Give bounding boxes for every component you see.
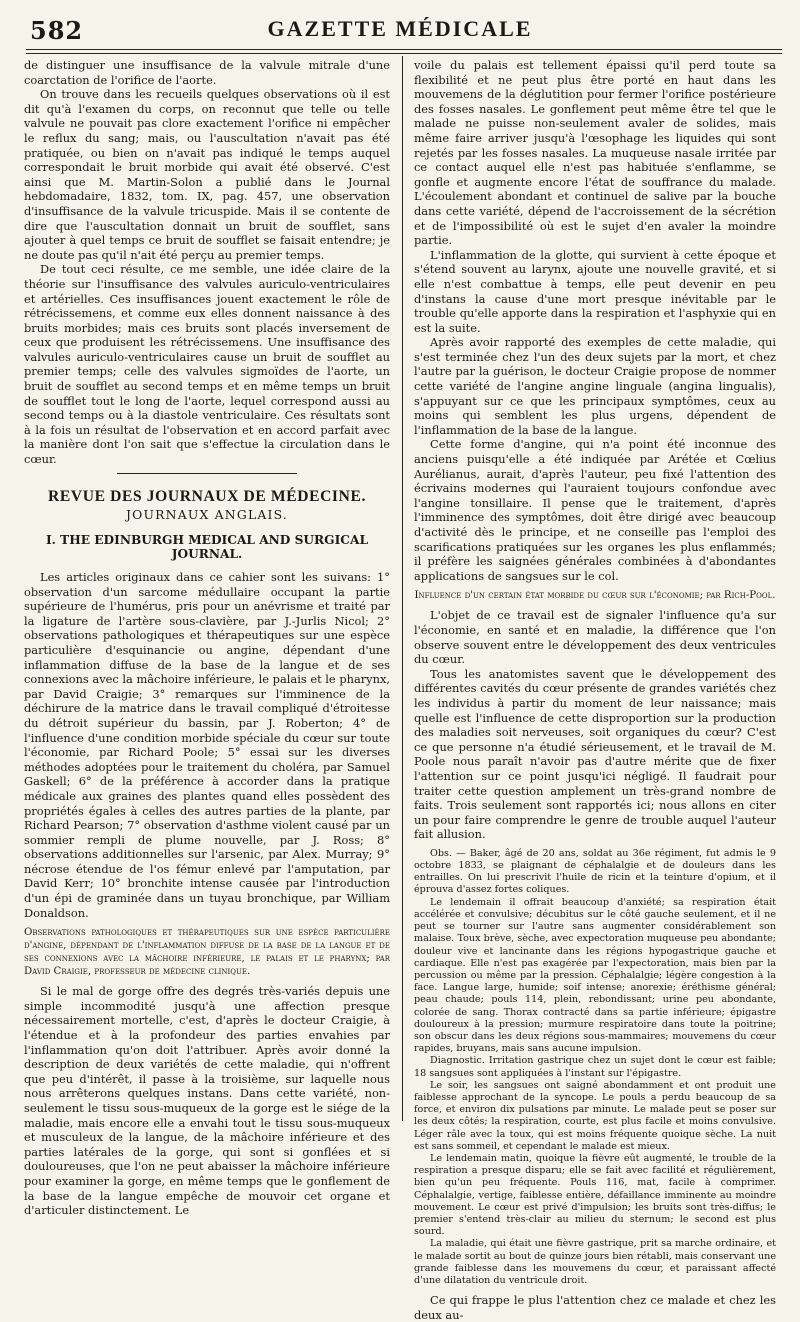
observation-text: Obs. — Baker, âgé de 20 ans, soldat au 36e régiment, fut admis le 9 octobre 1833, se plaignant de céphalalgie et de douleurs dans les entrailles. On lui prescrivit l'huile de ricin et la teinture d'opium, et il éprouva d'assez fortes coliques. xyxy=(414,847,776,896)
paragraph: voile du palais est tellement épaissi qu'il perd toute sa flexibilité et ne peut plus être porté en haut dans les mouvemens de la déglutition pour fermer l'orifice postérieure des fosses nasales. Le gonflement peut même être tel que le malade ne puisse non-seulement avaler de solides, mais même faire arriver jusqu'à l'œsophage les liquides qui sont rejetés par les fosses nasales. La muqueuse nasale irritée par ce contact auquel elle n'est pas habituée s'enflamme, se gonfle et augmente encore l'état de souffrance du malade. L'écoulement abondant et continuel de salive par la bouche dans cette variété, dépend de l'accroissement de la sécrétion et de l'impossibilité où est le sujet d'en avaler la moindre partie. xyxy=(414,58,776,248)
paragraph: L'inflammation de la glotte, qui survient à cette époque et s'étend souvent au larynx, ajoute une nouvelle gravité, et si elle n'est combattue à temps, elle peut devenir en peu d'instans la cause d'une mort presque inévitable par le trouble qu'elle apporte dans la respiration et l'asphyxie qui en est la suite. xyxy=(414,247,776,335)
review-subtitle: JOURNAUX ANGLAIS. xyxy=(125,507,289,523)
paragraph: Après avoir rapporté des exemples de cette maladie, qui s'est terminée chez l'un des deux sujets par la mort, et chez l'autre par la guérison, le docteur Craigie propose de nommer cette variété de l'angine angine linguale (angina lingualis), s'appuyant sur ce que les principaux symptômes, ceux au moins qui semblent les plus urgens, dépendent de l'inflammation de la base de la langue. xyxy=(414,335,776,437)
journal-section-title: I. THE EDINBURGH MEDICAL AND SURGICAL JOURNAL. xyxy=(45,532,369,562)
article-heading: Influence d'un certain état morbide du cœur sur l'économie; par Rich-Pool. xyxy=(414,590,776,602)
paragraph: Si le mal de gorge offre des degrés très-variés depuis une simple incommodité jusqu'à une affection presque nécessairement mortelle, c'est, d'après le docteur Craigie, à l'étendue et à la profondeur des parties envahies par l'inflammation qu'on doit l'attribuer. Après avoir donné la description de deux variétés de cette maladie, qui n'offrent que peu d'intérêt, il passe à la troisième, sur laquelle nous nous arrêterons quelques instans. Dans cette variété, non-seulement le tissu sous-muqueux de la gorge est le siége de la maladie, mais encore elle a envahi tout le tissu sous-muqueux et musculeux de la langue, de la mâchoire inférieure et des parties latérales de la gorge, qui sont si gonflées et si douloureuses, que l'on ne peut abaisser la mâchoire inférieure pour examiner la gorge, en même temps que le gonflement de la base de la langue empêche de mouvoir cet organe et d'articuler distinctement. Le xyxy=(24,984,390,1218)
article-heading: Observations pathologiques et thérapeutiques sur une espèce particulière d'angine, dépendant de l'inflammation diffuse de la base de la langue et de ses connexions avec la mâchoire inférieure, le palais et le pharynx; par David Craigie, professeur de médecine clinique. xyxy=(24,927,390,978)
observation-text: Le lendemain matin, quoique la fièvre eût augmenté, le trouble de la respiration a presque disparu; elle se fait avec facilité et régulièrement, bien qu'un peu fréquente. Pouls 116, mat, facile à comprimer. Céphalalgie, vertige, faiblesse entière, défaillance imminente au moindre mouvement. Le cœur est privé d'impulsion; les bruits sont très-diffus; le premier s'entend très-clair au milieu du sternum; le second est plus sourd. xyxy=(414,1152,776,1238)
review-title: REVUE DES JOURNAUX DE MÉDECINE. xyxy=(48,487,366,505)
paragraph: On trouve dans les recueils quelques observations où il est dit qu'à l'examen du corps, on reconnut que telle ou telle valvule ne pouvait pas clore exactement l'orifice ni empêcher le reflux du sang; mais, ou l'auscultation n'avait pas été pratiquée, ou bien on n'avait pas indiqué le temps auquel correspondait le bruit morbide qui avait été observé. C'est ainsi que M. Martin-Solon a publié dans le Journal hebdomadaire, 1832, tom. IX, pag. 457, une observation d'insuffisance de la valvule tricuspide. Mais il se contente de dire que l'auscultation donnait un bruit de soufflet, sans ajouter à quel temps ce bruit de soufflet se faisait entendre; je ne doute pas qu'il n'ait été perçu au premier temps. xyxy=(24,87,390,262)
observation-text: La maladie, qui était une fièvre gastrique, prit sa marche ordinaire, et le malade sortit au bout de quinze jours bien rétabli, mais conservant une grande faiblesse dans les mouvemens du cœur, et paraissant affecté d'une dilatation du ventricule droit. xyxy=(414,1238,776,1286)
paragraph: De tout ceci résulte, ce me semble, une idée claire de la théorie sur l'insuffisance des valvules auriculo-ventriculaires et artérielles. Ces insuffisances jouent exactement le rôle de rétrécissemens, et comme eux elles donnent naissance à des bruits morbides; mais ces bruits sont placés inversement de ceux que produisent les rétrécissemens. Une insuffisance des valvules auriculo-ventriculaires cause un bruit de soufflet au premier temps; celle des valvules sigmoïdes de l'aorte, un bruit de soufflet au second temps et en même temps un bruit de soufflet tout le long de l'aorte, lequel correspond aussi au second temps ou à la diastole ventriculaire. Ces résultats sont à la fois un résultat de l'observation et en accord parfait avec la manière dont l'on sait que s'effectue la circulation dans le cœur. xyxy=(24,262,390,467)
journal-title: GAZETTE MÉDICALE xyxy=(267,16,533,41)
header-rule xyxy=(26,49,782,50)
left-column xyxy=(24,58,390,1218)
paragraph: Tous les anatomistes savent que le développement des différentes cavités du cœur présente de grandes variétés chez les individus à partir du moment de leur naissance; mais quelle est l'influence de cette disproportion sur la production des maladies soit nerveuses, soit organiques du cœur? C'est ce que personne n'a étudié sérieusement, et le travail de M. Poole nous paraît n'avoir pas d'autre mérite que de fixer l'attention sur ce point jusqu'ici négligé. Il faudrait pour traiter cette question amplement un très-grand nombre de faits. Trois seulement sont rapportés ici; nous allons en citer un pour faire comprendre le genre de trouble auquel l'auteur fait allusion. xyxy=(414,666,776,842)
section-divider xyxy=(117,473,297,474)
paragraph: L'objet de ce travail est de signaler l'influence qu'a sur l'économie, en santé et en maladie, la différence que l'on observe souvent entre le développement des deux ventricules du cœur. xyxy=(414,608,776,667)
paragraph: Les articles originaux dans ce cahier sont les suivans: 1° observation d'un sarcome médullaire occupant la partie supérieure de l'humérus, pris pour un anévrisme et traité par la ligature de l'artère sous-clavière, par J.-Jurlis Nicol; 2° observations pathologiques et thérapeutiques sur une espèce particulière d'esquinancie ou angine, dépendant d'une inflammation diffuse de la base de la langue et de ses connexions avec la mâchoire inférieure, le palais et le pharynx, par David Craigie; 3° remarques sur l'imminence de la déchirure de la matrice dans le travail compliqué d'étroitesse du détroit supérieur du bassin, par J. Roberton; 4° de l'influence d'une condition morbide spéciale du cœur sur toute l'économie, par Richard Poole; 5° essai sur les diverses méthodes adoptées pour le traitement du choléra, par Samuel Gaskell; 6° de la préférence à accorder dans la pratique médicale aux graines des plantes quand elles possèdent des propriétés égales à celles des autres parties de la plante, par Richard Pearson; 7° observation d'asthme violent causé par un sommier rempli de plume nouvelle, par J. Ross; 8° observations additionnelles sur l'arsenic, par Alex. Murray; 9° nécrose étendue de l'os fémur enlevé par l'amputation, par David Kerr; 10° bronchite intense causée par l'introduction d'un épi de graminée dans un tuyau bronchique, par William Donaldson. xyxy=(24,570,390,920)
observation-text: Le lendemain il offrait beaucoup d'anxiété; sa respiration était accélérée et convulsive; décubitus sur le côté gauche seulement, et il ne peut se tourner sur l'autre sans augmenter considérablement son malaise. Toux brève, sèche, avec expectoration muqueuse peu abondante; douleur vive et lancinante dans les régions hypogastrique gauche et cardiaque. Elle n'est pas exagérée par l'expectoration, mais bien par la percussion ou même par la pression. Céphalalgie; légère congestion à la face. Langue large, humide; soif intense; anorexie; éréthisme général; peau chaude; pouls 114, plein, rebondissant; urine peu abondante, colorée de sang. Thorax contracté dans sa partie inférieure; épigastre douloureux à la pression; murmure respiratoire dans toute la poitrine; son obscur dans les deux régions sous-mammaires; mouvemens du cœur rapides, bruyans, mais sans aucune impulsion. xyxy=(414,896,776,1055)
right-column xyxy=(414,58,776,1322)
column-divider xyxy=(402,56,403,1121)
page-number: 582 xyxy=(30,16,84,45)
paragraph: Cette forme d'angine, qui n'a point été inconnue des anciens puisqu'elle a été indiquée par Arétée et Cœlius Aurélianus, aurait, d'après l'auteur, peu fixé l'attention des écrivains modernes qui l'auraient toujours confondue avec l'angine tonsillaire. Il pense que le traitement, d'après l'imminence des symptômes, doit être dirigé avec beaucoup d'activité dès le principe, et ne conseille pas l'emploi des scarifications pratiquées sur les organes les plus enflammés; il préfère les saignées générales combinées à d'abondantes applications de sangsues sur le col. xyxy=(414,437,776,583)
page-header xyxy=(16,10,784,50)
paragraph: de distinguer une insuffisance de la valvule mitrale d'une coarctation de l'orifice de l'aorte. xyxy=(24,58,390,87)
observation-text: Diagnostic. Irritation gastrique chez un sujet dont le cœur est faible; 18 sangsues sont appliquées à l'instant sur l'épigastre. xyxy=(414,1055,776,1079)
paragraph: Ce qui frappe le plus l'attention chez ce malade et chez les deux au- xyxy=(414,1293,776,1322)
observation-text: Le soir, les sangsues ont saigné abondamment et ont produit une faiblesse approchant de la syncope. Le pouls a perdu beaucoup de sa force, et environ dix pulsations par minute. Le malade peut se poser sur les deux côtés; la respiration, courte, est plus facile et moins convulsive. Léger râle avec la toux, qui est moins fréquente quoique sèche. La nuit est sans sommeil, et cependant le malade est mieux. xyxy=(414,1079,776,1152)
header-rule-thin xyxy=(26,53,782,54)
